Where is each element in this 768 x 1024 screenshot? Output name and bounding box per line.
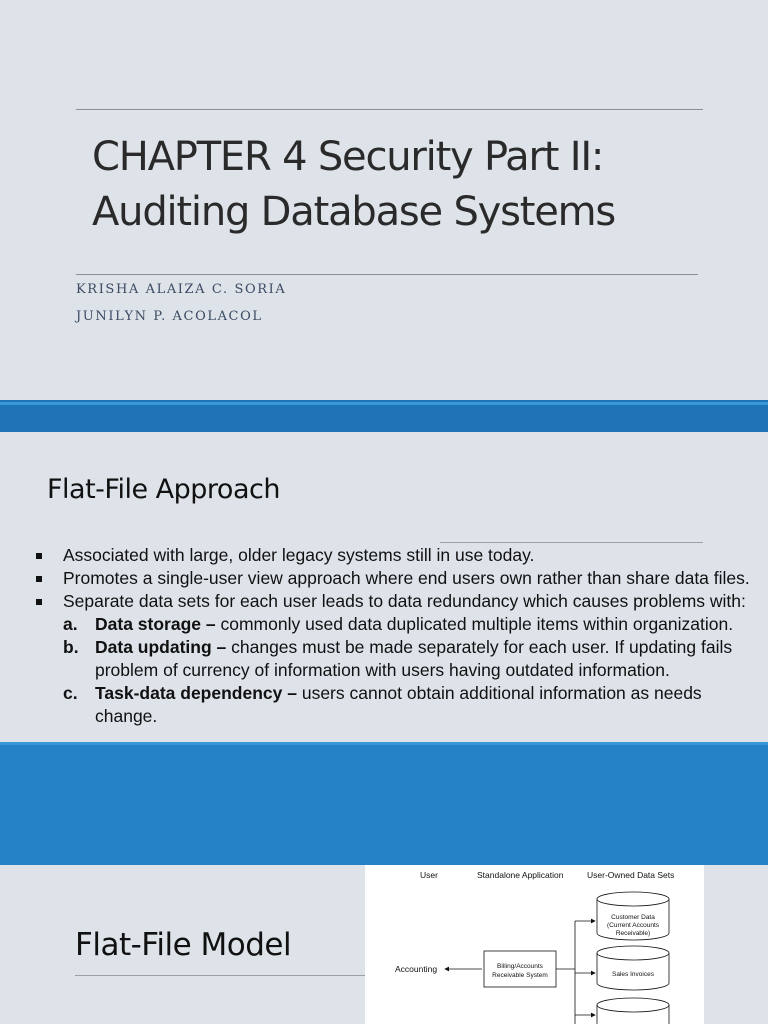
sub-list-item [36,636,762,682]
diagram-svg [365,865,704,1024]
author-name: KRISHA ALAIZA C. SORIA [76,282,287,297]
heading-rule [75,975,365,976]
sub-item-marker: b. [63,637,79,657]
database-cylinder-icon [597,998,669,1024]
dataset-label-line-1: Customer Data [611,914,655,921]
sub-item-text: users cannot obtain additional information as needs change. [95,683,702,726]
sub-item-marker: c. [63,683,78,703]
heading-rule [440,542,703,543]
column-label-user: User [420,870,438,880]
sub-list-item [36,613,762,636]
sub-item-text: commonly used data duplicated multiple items within organization. [215,614,734,634]
flat-file-diagram [365,865,704,1024]
flat-file-model-slide [0,865,768,1024]
square-bullet-icon [36,553,42,559]
slide-title [92,130,732,240]
title-line-1: CHAPTER 4 Security Part II: [92,134,604,180]
title-bottom-rule [76,274,698,275]
dataset-label-line-3: Receivable) [615,930,651,937]
slide-heading: Flat-File Model [75,927,292,963]
sub-item-marker: a. [63,614,78,634]
sub-item-term: Data storage – [95,614,216,634]
dataset-label: Sales Invoices [612,971,654,978]
slide-heading: Flat-File Approach [47,474,280,505]
sub-list-item [36,682,762,728]
square-bullet-icon [36,599,42,605]
sub-item-term: Task-data dependency – [95,683,297,703]
app-label-line-1: Billing/Accounts [497,963,543,970]
bullet-text: Associated with large, older legacy systems still in use today. [63,545,535,565]
bullet-text: Separate data sets for each user leads to data redundancy which causes problems with: [63,591,746,611]
title-slide [0,0,768,400]
square-bullet-icon [36,576,42,582]
column-label-app: Standalone Application [477,870,564,880]
bullet-text: Promotes a single-user view approach where end users own rather than share data files. [63,568,750,588]
list-item [36,567,762,590]
accent-band [0,742,768,865]
title-line-2: Auditing Database Systems [92,189,616,235]
author-name: JUNILYN P. ACOLACOL [76,309,263,324]
slide-divider [0,400,768,432]
list-item [36,544,762,567]
column-label-data: User-Owned Data Sets [587,870,675,880]
user-label: Accounting [395,964,438,974]
sub-item-text: changes must be made separately for each user. If updating fails problem of currency of information with users having outdated information. [95,637,733,680]
bullet-list [36,544,762,728]
accent-band-line [0,742,768,745]
list-item [36,590,762,613]
app-label-line-2: Receivable System [492,972,548,979]
flat-file-approach-slide [0,432,768,865]
database-cylinder-icon [597,946,669,990]
dataset-label-line-2: (Current Accounts [606,922,660,929]
title-top-rule [76,109,703,110]
sub-item-term: Data updating – [95,637,227,657]
